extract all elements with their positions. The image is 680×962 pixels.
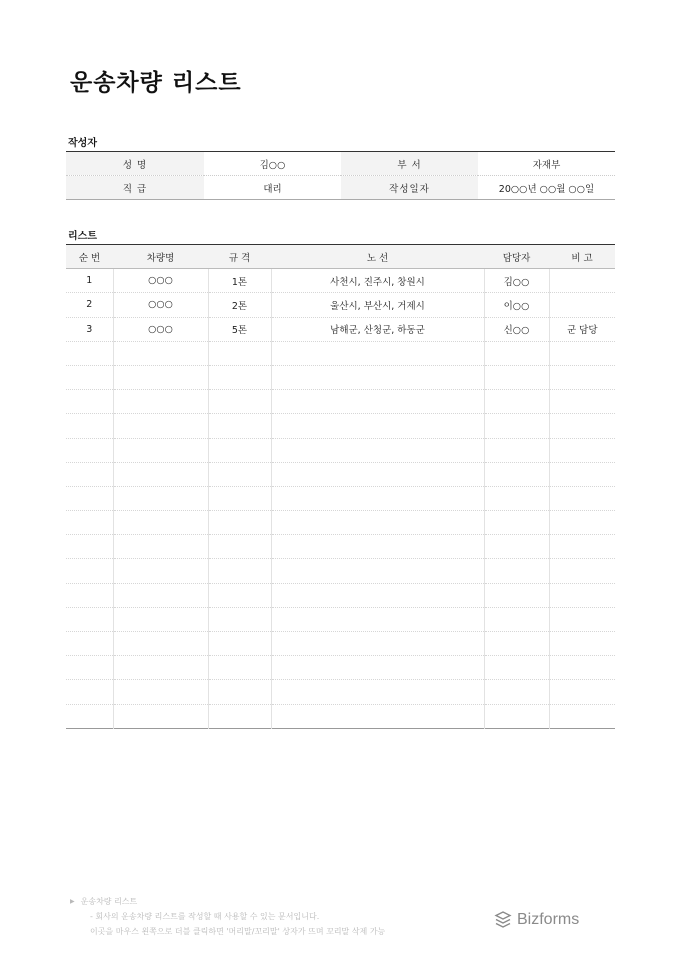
table-cell <box>484 583 549 607</box>
table-cell <box>208 462 271 486</box>
table-cell <box>66 462 113 486</box>
table-cell <box>484 341 549 365</box>
bizforms-logo-icon <box>494 911 512 929</box>
table-cell <box>549 607 615 631</box>
table-row <box>66 293 615 317</box>
table-cell <box>66 438 113 462</box>
table-cell <box>208 341 271 365</box>
table-cell <box>208 583 271 607</box>
table-row <box>66 559 615 583</box>
table-cell <box>66 656 113 680</box>
table-cell <box>549 486 615 510</box>
table-row <box>66 680 615 704</box>
table-cell <box>484 704 549 728</box>
author-field-label: 직 급 <box>66 176 204 200</box>
table-row <box>66 317 615 341</box>
author-row <box>66 176 615 200</box>
table-cell <box>208 559 271 583</box>
table-cell <box>208 414 271 438</box>
table-cell <box>549 293 615 317</box>
table-cell <box>484 535 549 559</box>
table-cell <box>271 583 484 607</box>
table-cell <box>208 632 271 656</box>
table-cell <box>271 486 484 510</box>
table-cell: 3 <box>66 317 113 341</box>
table-cell: 5톤 <box>208 317 271 341</box>
author-field-label: 부 서 <box>341 152 478 176</box>
table-cell <box>113 535 208 559</box>
table-cell <box>271 438 484 462</box>
table-cell <box>113 438 208 462</box>
table-cell: ○○○ <box>113 269 208 293</box>
table-cell <box>549 414 615 438</box>
table-cell <box>484 632 549 656</box>
table-cell <box>113 414 208 438</box>
table-cell: 김○○ <box>484 269 549 293</box>
table-cell: 울산시, 부산시, 거제시 <box>271 293 484 317</box>
table-row <box>66 535 615 559</box>
table-row <box>66 704 615 728</box>
table-cell <box>271 341 484 365</box>
brand-logo <box>494 909 579 931</box>
table-row <box>66 511 615 535</box>
column-header: 담당자 <box>484 245 549 269</box>
table-cell <box>271 462 484 486</box>
table-cell <box>549 559 615 583</box>
footer-instruction: 이곳을 마우스 왼쪽으로 더블 클릭하면 '머리말/꼬리말' 상자가 뜨며 꼬리말 삭제 가능 <box>90 927 386 936</box>
table-cell <box>484 414 549 438</box>
table-cell <box>549 438 615 462</box>
table-cell <box>208 680 271 704</box>
table-cell: 2톤 <box>208 293 271 317</box>
table-cell <box>113 704 208 728</box>
author-section-label: 작성자 <box>68 138 97 149</box>
table-cell <box>271 365 484 389</box>
table-cell <box>208 438 271 462</box>
table-cell <box>549 390 615 414</box>
table-cell <box>66 583 113 607</box>
table-cell <box>549 583 615 607</box>
table-row <box>66 583 615 607</box>
table-cell: 1톤 <box>208 269 271 293</box>
table-cell <box>271 559 484 583</box>
column-header: 비 고 <box>549 245 615 269</box>
table-row <box>66 414 615 438</box>
author-field-label: 성 명 <box>66 152 204 176</box>
table-row <box>66 656 615 680</box>
table-cell <box>484 462 549 486</box>
brand-name: Bizforms <box>517 911 580 928</box>
table-cell <box>113 680 208 704</box>
table-cell: 1 <box>66 269 113 293</box>
page-title: 운송차량 리스트 <box>70 70 242 96</box>
table-cell <box>113 583 208 607</box>
table-cell <box>484 680 549 704</box>
table-cell <box>66 365 113 389</box>
table-cell <box>271 390 484 414</box>
author-field-value: 20○○년 ○○월 ○○일 <box>478 176 615 200</box>
table-cell <box>113 390 208 414</box>
table-cell <box>484 559 549 583</box>
table-cell <box>113 365 208 389</box>
table-cell <box>549 341 615 365</box>
table-cell <box>66 535 113 559</box>
table-cell <box>66 486 113 510</box>
table-cell <box>484 390 549 414</box>
table-cell <box>484 486 549 510</box>
table-cell <box>271 535 484 559</box>
table-cell <box>208 486 271 510</box>
footer-title: 운송차량 리스트 <box>80 897 138 906</box>
table-row <box>66 390 615 414</box>
table-header-row <box>66 245 615 269</box>
footer-description: - 회사의 운송차량 리스트를 작성할 때 사용할 수 있는 문서입니다. <box>90 912 320 921</box>
column-header: 순 번 <box>66 245 113 269</box>
table-row <box>66 632 615 656</box>
table-cell <box>271 414 484 438</box>
table-cell <box>549 656 615 680</box>
table-cell <box>549 511 615 535</box>
table-row <box>66 341 615 365</box>
table-cell <box>271 704 484 728</box>
author-field-label: 작성일자 <box>341 176 478 200</box>
table-row <box>66 462 615 486</box>
table-cell <box>113 462 208 486</box>
table-cell <box>549 704 615 728</box>
table-row <box>66 365 615 389</box>
table-row <box>66 438 615 462</box>
table-cell <box>66 414 113 438</box>
table-cell <box>113 607 208 631</box>
table-cell <box>484 656 549 680</box>
table-cell <box>113 486 208 510</box>
author-table <box>66 151 615 200</box>
table-cell <box>113 559 208 583</box>
table-cell <box>66 341 113 365</box>
table-cell <box>113 656 208 680</box>
table-cell <box>484 438 549 462</box>
table-cell <box>484 365 549 389</box>
author-field-value: 자재부 <box>532 159 561 171</box>
table-cell: 2 <box>66 293 113 317</box>
table-cell <box>66 390 113 414</box>
table-row <box>66 269 615 293</box>
table-cell <box>271 607 484 631</box>
table-cell <box>208 365 271 389</box>
table-cell <box>549 365 615 389</box>
table-cell <box>549 269 615 293</box>
column-header: 차량명 <box>113 245 208 269</box>
table-cell: 사천시, 진주시, 창원시 <box>271 269 484 293</box>
bullet-triangle-icon: ▶ <box>70 898 75 905</box>
table-cell <box>271 656 484 680</box>
table-cell <box>549 680 615 704</box>
table-cell <box>271 680 484 704</box>
table-cell <box>549 462 615 486</box>
table-cell: ○○○ <box>113 317 208 341</box>
table-cell <box>66 632 113 656</box>
author-field-value: 대리 <box>204 176 341 200</box>
table-cell <box>271 511 484 535</box>
table-cell <box>66 607 113 631</box>
table-cell <box>113 632 208 656</box>
author-field-value: 김○○ <box>259 159 286 171</box>
table-row <box>66 607 615 631</box>
footer-note <box>70 894 385 939</box>
table-cell <box>208 704 271 728</box>
list-section-label: 리스트 <box>68 231 97 242</box>
column-header: 규 격 <box>208 245 271 269</box>
table-cell <box>208 656 271 680</box>
table-cell <box>66 704 113 728</box>
table-cell <box>66 680 113 704</box>
table-cell <box>113 511 208 535</box>
table-cell: 남해군, 산청군, 하동군 <box>271 317 484 341</box>
table-cell <box>66 559 113 583</box>
table-cell <box>208 607 271 631</box>
table-cell <box>549 632 615 656</box>
table-cell: 군 담당 <box>549 317 615 341</box>
table-cell <box>208 535 271 559</box>
table-cell <box>66 511 113 535</box>
table-cell <box>208 390 271 414</box>
column-header: 노 선 <box>271 245 484 269</box>
table-row <box>66 486 615 510</box>
table-cell <box>208 511 271 535</box>
table-cell: 이○○ <box>484 293 549 317</box>
table-cell: ○○○ <box>113 293 208 317</box>
table-cell <box>113 341 208 365</box>
author-row <box>66 152 615 176</box>
table-cell <box>484 607 549 631</box>
table-cell <box>271 632 484 656</box>
table-cell <box>484 511 549 535</box>
table-cell <box>549 535 615 559</box>
table-cell: 신○○ <box>484 317 549 341</box>
vehicle-list-table <box>66 244 615 729</box>
